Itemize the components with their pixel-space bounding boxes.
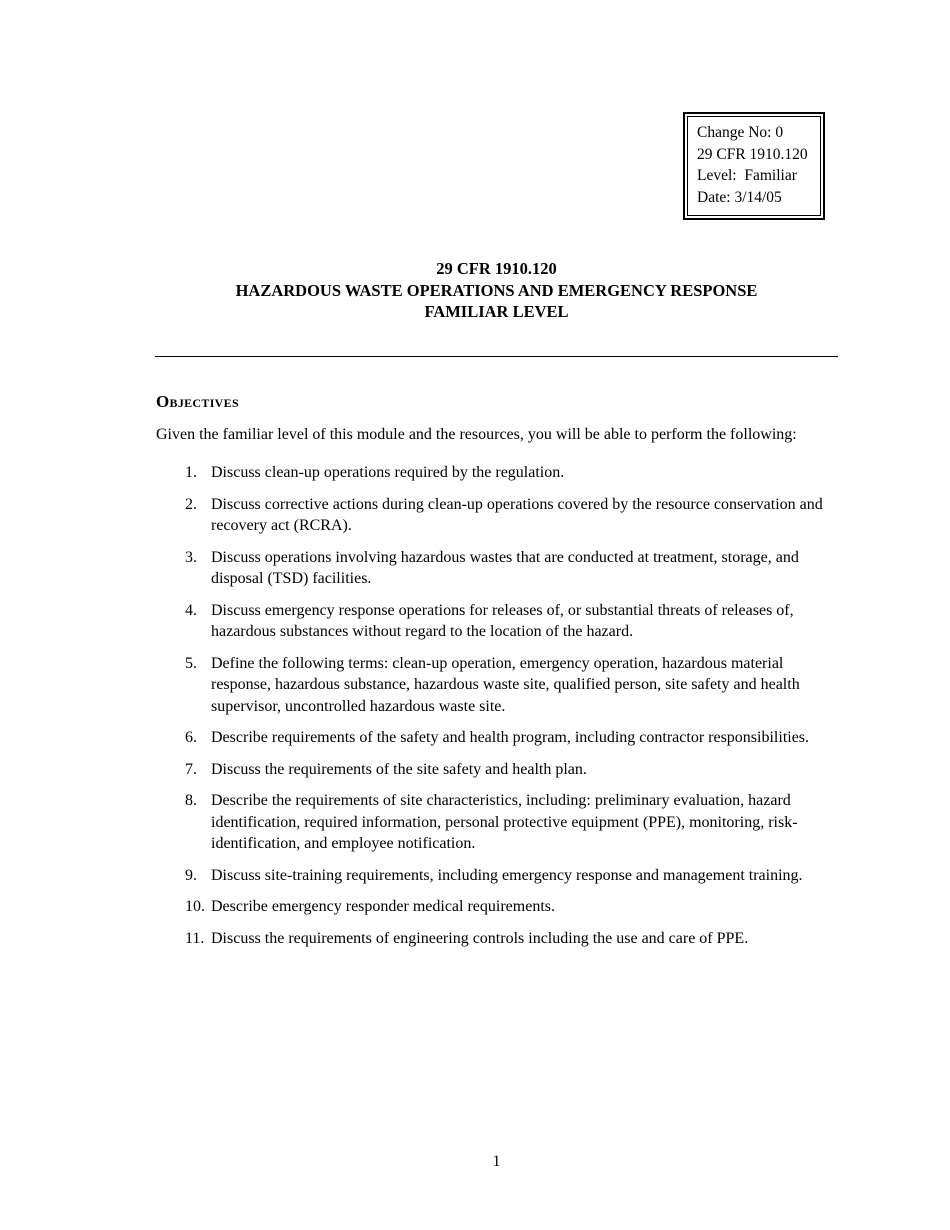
objective-item — [156, 759, 838, 781]
item-number: 9. — [185, 866, 197, 884]
horizontal-rule — [155, 356, 838, 357]
objective-item — [156, 865, 838, 887]
objectives-intro: Given the familiar level of this module and the resources, you will be able to perform the following: — [156, 425, 797, 443]
objectives-list — [156, 462, 838, 949]
date-line: Date: 3/14/05 — [697, 188, 782, 206]
objective-item — [156, 462, 838, 484]
item-number: 8. — [185, 792, 197, 809]
item-text: Discuss site-training requirements, including emergency response and management training. — [211, 866, 803, 884]
item-text: Describe requirements of the safety and health program, including contractor responsibilities. — [211, 729, 810, 746]
title-line-level: FAMILIAR LEVEL — [424, 302, 569, 321]
item-text: Describe emergency responder medical requirements. — [211, 898, 555, 915]
item-number: 4. — [185, 601, 197, 619]
objective-item — [156, 928, 838, 950]
title-line-main: HAZARDOUS WASTE OPERATIONS AND EMERGENCY RESPONSE — [235, 280, 758, 300]
title-line-cfr: 29 CFR 1910.120 — [436, 259, 557, 278]
item-text: Define the following terms: clean-up operation, emergency operation, hazardous material response, hazardous substance, hazardous waste site, qualified person, site safety and health supervisor, uncontrolled hazardous waste site. — [211, 654, 800, 715]
objectives-heading: Objectives — [156, 392, 239, 411]
item-text: Discuss the requirements of engineering controls including the use and care of PPE. — [211, 929, 749, 947]
page-number: 1 — [492, 1153, 501, 1170]
item-number: 7. — [185, 760, 197, 778]
objective-item — [156, 896, 838, 918]
objective-item — [156, 653, 838, 718]
objective-item — [156, 727, 838, 749]
item-text: Discuss clean-up operations required by the regulation. — [211, 464, 565, 481]
item-number: 1. — [185, 464, 197, 481]
change-info-box — [683, 112, 825, 220]
item-number: 3. — [185, 548, 197, 566]
item-text: Discuss corrective actions during clean-up operations covered by the resource conservation and recovery act (RCRA). — [211, 495, 823, 534]
objective-item — [156, 494, 838, 537]
item-number: 10. — [185, 898, 205, 915]
change-info-box-inner — [687, 116, 821, 216]
objective-item — [156, 547, 838, 590]
item-text: Discuss operations involving hazardous wastes that are conducted at treatment, storage, and disposal (TSD) facilities. — [211, 548, 799, 587]
item-number: 2. — [185, 495, 197, 513]
content-area — [156, 391, 838, 959]
item-number: 11. — [185, 929, 205, 947]
cfr-reference-line: 29 CFR 1910.120 — [697, 145, 808, 163]
item-text: Describe the requirements of site characteristics, including: preliminary evaluation, hazard identification, required information, personal protective equipment (PPE), monitoring, risk-identification, and employee notification. — [211, 792, 798, 852]
level-line: Level: Familiar — [697, 167, 797, 184]
objective-item — [156, 790, 838, 855]
document-title — [155, 258, 838, 323]
item-text: Discuss the requirements of the site safety and health plan. — [211, 760, 587, 778]
item-number: 5. — [185, 654, 197, 672]
item-number: 6. — [185, 729, 197, 746]
objective-item — [156, 600, 838, 643]
item-text: Discuss emergency response operations for releases of, or substantial threats of releases of, hazardous substances without regard to the location of the hazard. — [211, 601, 794, 640]
change-number-line: Change No: 0 — [697, 124, 784, 141]
